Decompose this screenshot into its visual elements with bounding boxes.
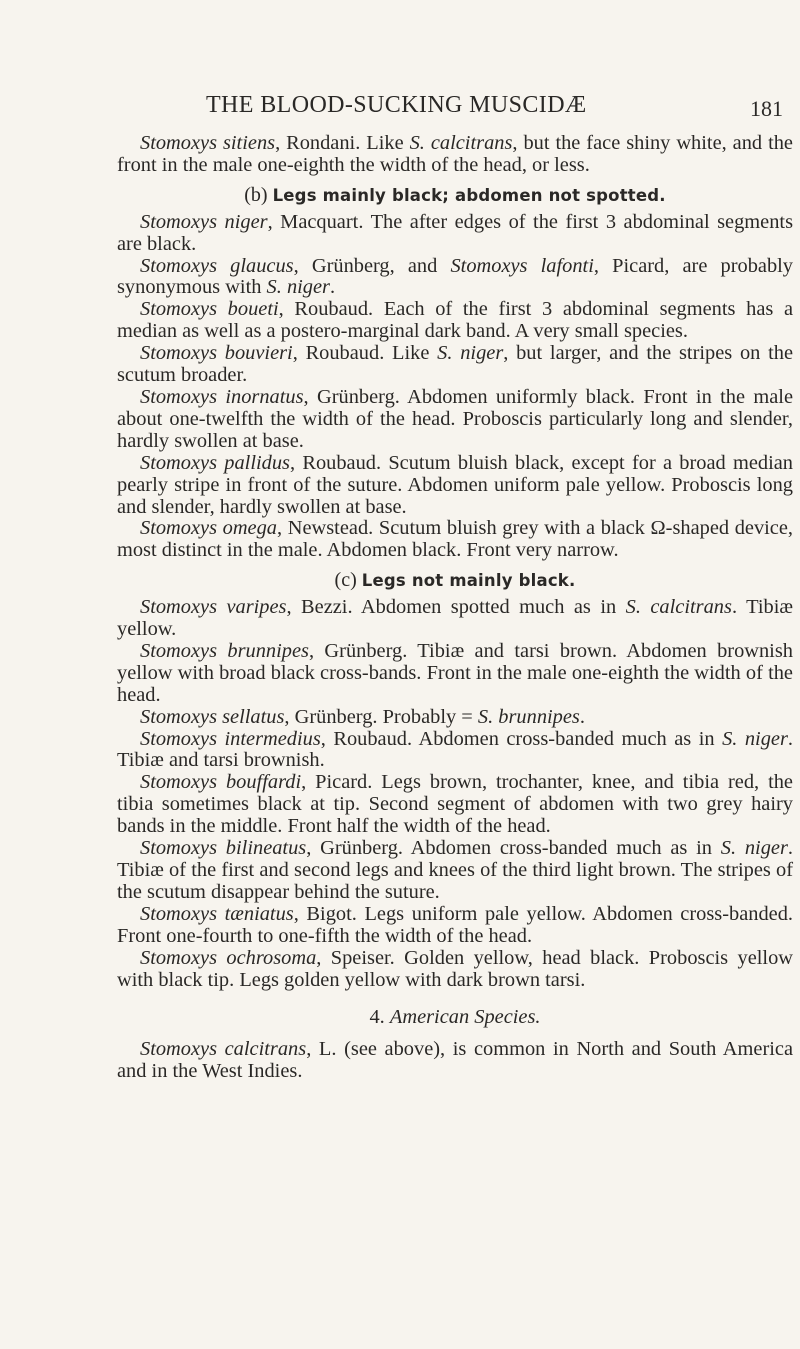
- species-reference: S. niger: [722, 727, 788, 750]
- entry-text-rest: . Tibiæ of the first and second legs and knees of the third light brown. The stripes of the scutum disappear behind the suture.: [117, 837, 793, 903]
- species-reference: S. calcitrans: [409, 132, 513, 154]
- species-author: , Roubaud.: [292, 342, 385, 365]
- species-entry-calcitrans: [117, 1039, 793, 1083]
- entry-text: Tibiæ and tarsi brown. Abdomen brownish yellow with broad black cross-bands. Front in the male one-eighth the width of the head.: [117, 639, 793, 706]
- species-author: , Bezzi.: [286, 596, 353, 619]
- species-author: , L.: [306, 1038, 337, 1061]
- species-entry-bilineatus: [117, 838, 793, 904]
- page-header: [0, 92, 800, 122]
- species-author: , Newstead.: [277, 517, 374, 540]
- subheading-number: 4.: [369, 1006, 385, 1029]
- section-heading-b: [117, 185, 793, 207]
- entry-text: Scutum bluish black, except for a broad median pearly stripe in front of the suture. Abdomen uniform pale yellow. Proboscis long and slender, hardly swollen at base.: [117, 451, 793, 518]
- species-entry-intermedius: [117, 729, 793, 773]
- species-author: , Macquart.: [267, 210, 364, 233]
- page-number: 181: [750, 96, 783, 121]
- entry-text: Abdomen uniformly black. Front in the male about one-twelfth the width of the head. Proboscis particularly long and slender, hardly swollen at base.: [117, 385, 794, 452]
- entry-text: The after edges of the first 3 abdominal segments are black.: [117, 210, 794, 255]
- species-author: , Grünberg.: [284, 705, 378, 728]
- species-entry-brunnipes: [117, 641, 793, 707]
- section-heading-american: [117, 1007, 793, 1029]
- species-author: , Bigot.: [293, 902, 357, 925]
- species-entry-inornatus: [117, 387, 793, 453]
- heading-label: (b): [244, 183, 268, 206]
- entry-text: Legs uniform pale yellow. Abdomen cross-banded. Front one-fourth to one-fifth the width of the head.: [117, 902, 793, 947]
- species-name: Stomoxys ochrosoma: [140, 946, 317, 969]
- species-name: Stomoxys tæniatus: [140, 902, 294, 925]
- species-name: Stomoxys varipes: [140, 596, 287, 619]
- entry-text-rest: . Tibiæ yellow.: [117, 596, 793, 641]
- species-author: , Rondani.: [275, 132, 361, 154]
- species-entry-varipes: [117, 597, 793, 641]
- heading-text: Legs mainly black; abdomen not spotted.: [272, 185, 666, 205]
- entry-text-rest: . Tibiæ and tarsi brownish.: [117, 727, 794, 772]
- species-entry-bouvieri: [117, 343, 793, 387]
- species-author: , Speiser.: [316, 946, 395, 969]
- species-entry-pallidus: [117, 453, 793, 519]
- species-name: Stomoxys glaucus: [140, 254, 294, 277]
- species-entry-omega: [117, 518, 793, 562]
- species-name: Stomoxys intermedius: [140, 727, 321, 750]
- species-entry-glaucus: [117, 256, 793, 300]
- species-name: Stomoxys bouvieri: [140, 342, 293, 365]
- species-reference: S. brunnipes: [477, 705, 580, 728]
- species-name: Stomoxys calcitrans: [140, 1038, 307, 1061]
- entry-text: Like: [360, 132, 410, 154]
- species-name: Stomoxys pallidus: [140, 451, 290, 474]
- species-name: Stomoxys boueti: [140, 298, 279, 321]
- entry-text: Abdomen cross-banded much as in: [412, 727, 723, 750]
- heading-label: (c): [334, 569, 357, 592]
- entry-text: Like: [384, 342, 438, 365]
- species-name: Stomoxys inornatus: [140, 385, 304, 408]
- entry-text: Each of the first 3 abdominal segments has a median as well as a postero-marginal dark band. A very small species.: [117, 298, 794, 343]
- species-reference: S. niger: [720, 837, 788, 860]
- entry-text: Abdomen spotted much as in: [352, 596, 626, 619]
- entry-text: Golden yellow, head black. Proboscis yellow with black tip. Legs golden yellow with dark brown tarsi.: [117, 946, 793, 991]
- species-author: , Picard.: [301, 771, 373, 794]
- species-entry-boueti: [117, 299, 793, 343]
- species-reference: S. niger: [437, 342, 504, 365]
- species-reference-2: S. niger: [266, 276, 330, 299]
- species-author: , Roubaud.: [320, 727, 413, 750]
- species-reference: S. calcitrans: [625, 596, 732, 619]
- entry-text-rest: .: [579, 705, 585, 728]
- species-author: , Roubaud.: [278, 298, 374, 321]
- entry-text: Abdomen cross-banded much as in: [403, 837, 721, 860]
- entry-text-rest: , Picard, are probably synonymous with: [117, 254, 794, 299]
- species-author: , Roubaud.: [289, 451, 382, 474]
- species-entry-sitiens: [117, 133, 793, 177]
- body-text: [117, 133, 793, 1083]
- heading-text: Legs not mainly black.: [361, 571, 576, 591]
- entry-text-rest: , but the face shiny white, and the front in the male one-eighth the width of the head, or less.: [117, 132, 793, 176]
- running-head: THE BLOOD-SUCKING MUSCIDÆ: [206, 92, 587, 118]
- species-name: Stomoxys niger: [140, 210, 268, 233]
- subheading-text: American Species.: [389, 1006, 541, 1029]
- entry-text: Scutum bluish grey with a black Ω-shaped device, most distinct in the male. Abdomen black. Front very narrow.: [117, 517, 793, 562]
- species-name: Stomoxys bilineatus: [140, 837, 307, 860]
- entry-text: Probably =: [377, 705, 478, 728]
- species-entry-sellatus: [117, 707, 793, 729]
- species-name: Stomoxys brunnipes: [140, 639, 309, 662]
- species-name: Stomoxys omega: [140, 517, 278, 540]
- species-reference: Stomoxys lafonti: [450, 254, 594, 277]
- species-author: , Grünberg.: [308, 639, 408, 662]
- entry-text-rest-2: .: [329, 276, 336, 299]
- species-author: , Grünberg.: [306, 837, 403, 860]
- species-entry-niger: [117, 212, 793, 256]
- species-author: , Grünberg.: [303, 385, 400, 408]
- entry-text: Legs brown, trochanter, knee, and tibia red, the tibia sometimes black at tip. Second segment of abdomen with two grey hairy bands in the middle. Front half the width of the head.: [117, 771, 793, 838]
- species-name: Stomoxys sellatus: [140, 705, 285, 728]
- species-name: Stomoxys bouffardi: [140, 771, 302, 794]
- species-name: Stomoxys sitiens: [140, 132, 276, 154]
- species-entry-bouffardi: [117, 772, 793, 838]
- species-entry-ochrosoma: [117, 948, 793, 992]
- species-author: , Grünberg, and: [293, 254, 451, 277]
- entry-text-rest: , but larger, and the stripes on the scutum broader.: [117, 342, 794, 387]
- species-entry-taeniatus: [117, 904, 793, 948]
- entry-text: (see above), is common in North and South America and in the West Indies.: [117, 1038, 793, 1083]
- section-heading-c: [117, 570, 793, 592]
